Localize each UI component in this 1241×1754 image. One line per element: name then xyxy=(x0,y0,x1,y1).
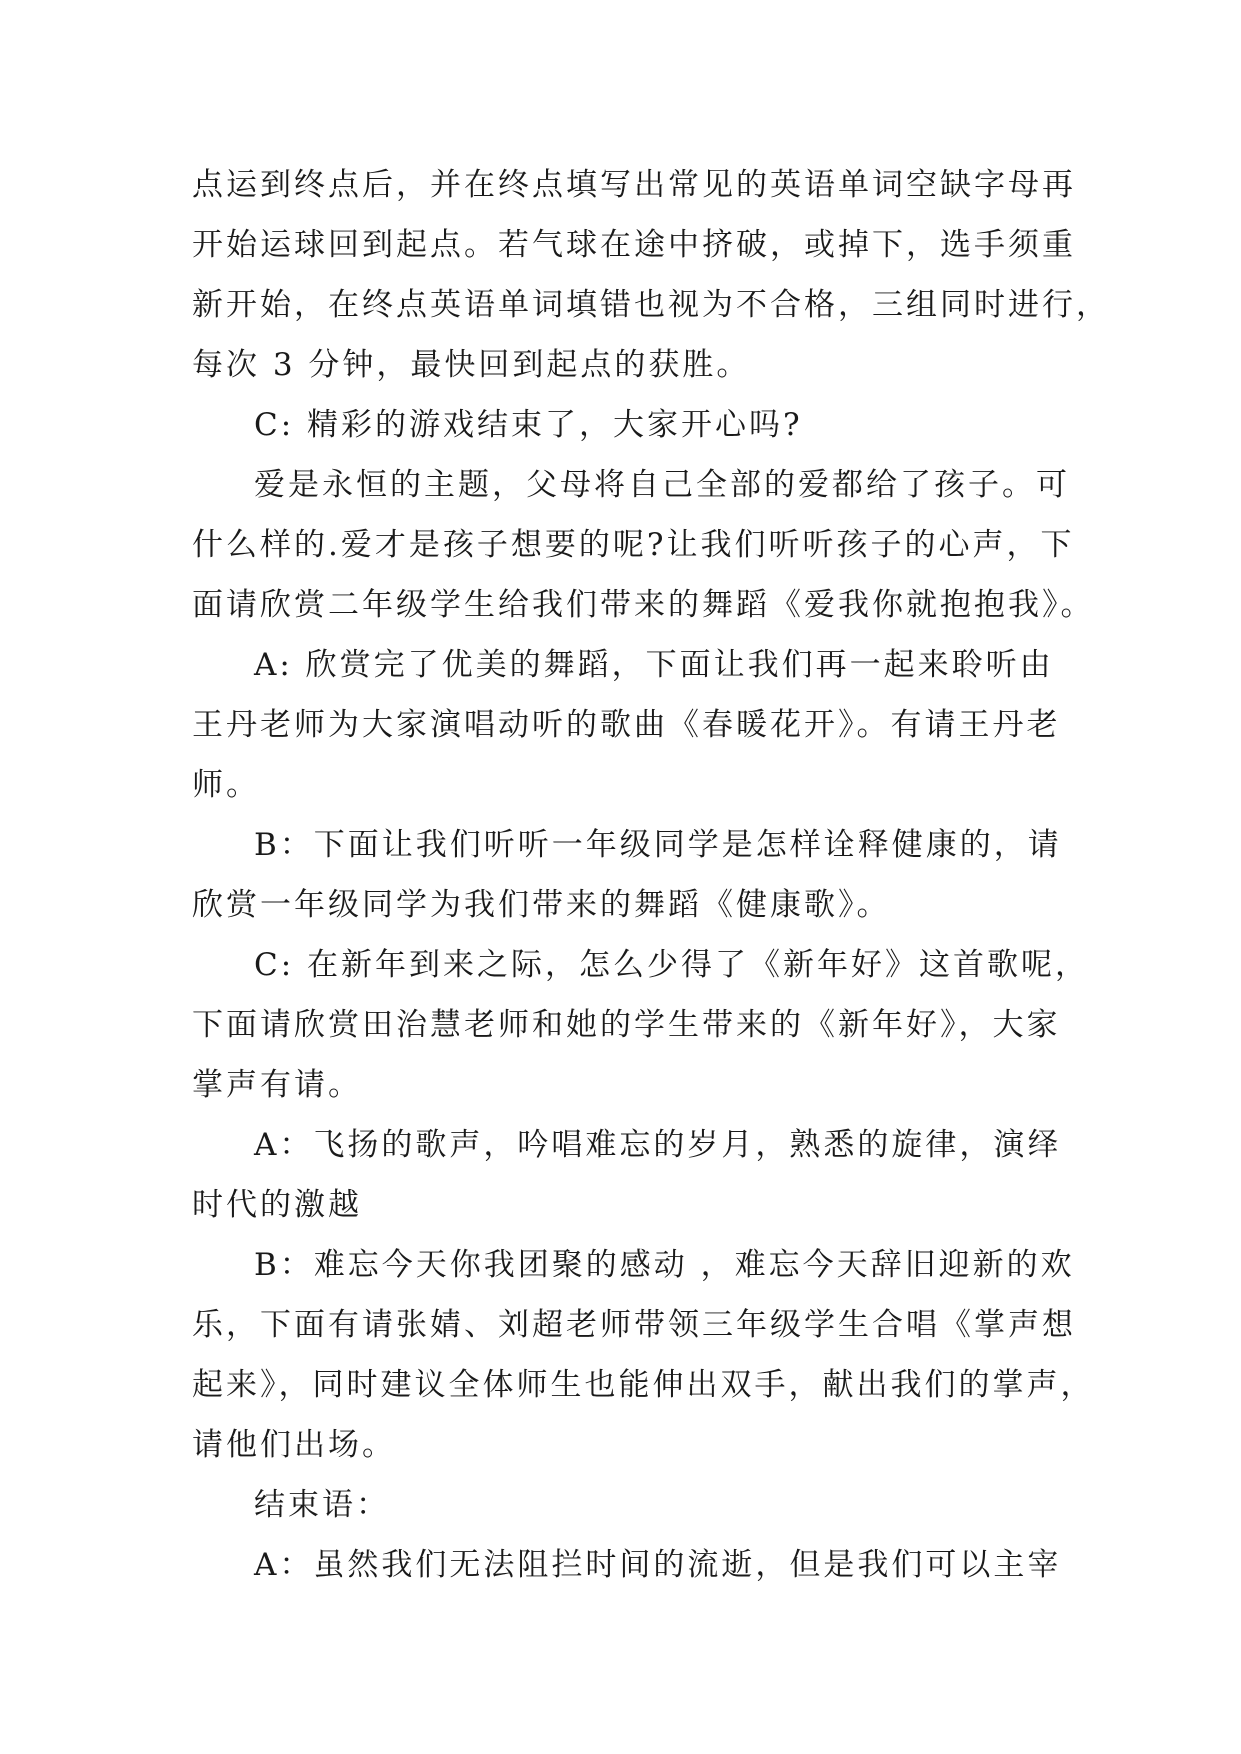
text-line: 掌声有请。 xyxy=(192,1067,362,1103)
paragraph-love-theme: 爱是永恒的主题，父母将自己全部的爱都给了孩子。可 xyxy=(254,467,1070,503)
document-body xyxy=(192,155,1110,1595)
text-line: 下面请欣赏田治慧老师和她的学生带来的《新年好》，大家 xyxy=(192,1007,1061,1043)
text-line: 面请欣赏二年级学生给我们带来的舞蹈《爱我你就抱抱我》。 xyxy=(192,587,1095,623)
text-line: 王丹老师为大家演唱动听的歌曲《春暖花开》。有请王丹老 xyxy=(192,707,1061,743)
paragraph-a-song: A: 欣赏完了优美的舞蹈，下面让我们再一起来聆听由 xyxy=(254,647,1054,683)
paragraph-b-health: B：下面让我们听听一年级同学是怎样诠释健康的，请 xyxy=(254,827,1062,863)
text-line: 请他们出场。 xyxy=(192,1427,396,1463)
paragraph-b-chorus: B：难忘今天你我团聚的感动 ，难忘今天辞旧迎新的欢 xyxy=(254,1247,1075,1283)
text-line: 时代的激越 xyxy=(192,1187,362,1223)
paragraph-a-songs: A：飞扬的歌声，吟唱难忘的岁月，熟悉的旋律，演绎 xyxy=(254,1127,1062,1163)
text-line: 乐，下面有请张婧、刘超老师带领三年级学生合唱《掌声想 xyxy=(192,1307,1076,1343)
paragraph-a-closing: A：虽然我们无法阻拦时间的流逝，但是我们可以主宰 xyxy=(254,1547,1062,1583)
text-line: 什么样的.爱才是孩子想要的呢?让我们听听孩子的心声，下 xyxy=(192,527,1075,563)
text-line: 新开始，在终点英语单词填错也视为不合格，三组同时进行， xyxy=(192,287,1110,323)
text-line: 开始运球回到起点。若气球在途中挤破，或掉下，选手须重 xyxy=(192,227,1076,263)
text-line: 点运到终点后，并在终点填写出常见的英语单词空缺字母再 xyxy=(192,167,1076,203)
text-line: 每次 3 分钟，最快回到起点的获胜。 xyxy=(192,347,751,383)
text-line: 欣赏一年级同学为我们带来的舞蹈《健康歌》。 xyxy=(192,887,891,923)
text-line: 师。 xyxy=(192,767,260,803)
paragraph-c-new-year: C: 在新年到来之际，怎么少得了《新年好》这首歌呢， xyxy=(254,947,1090,983)
closing-heading: 结束语： xyxy=(254,1487,390,1523)
paragraph-c-game-end: C: 精彩的游戏结束了，大家开心吗? xyxy=(254,407,803,443)
text-line: 起来》，同时建议全体师生也能伸出双手，献出我们的掌声， xyxy=(192,1367,1095,1403)
